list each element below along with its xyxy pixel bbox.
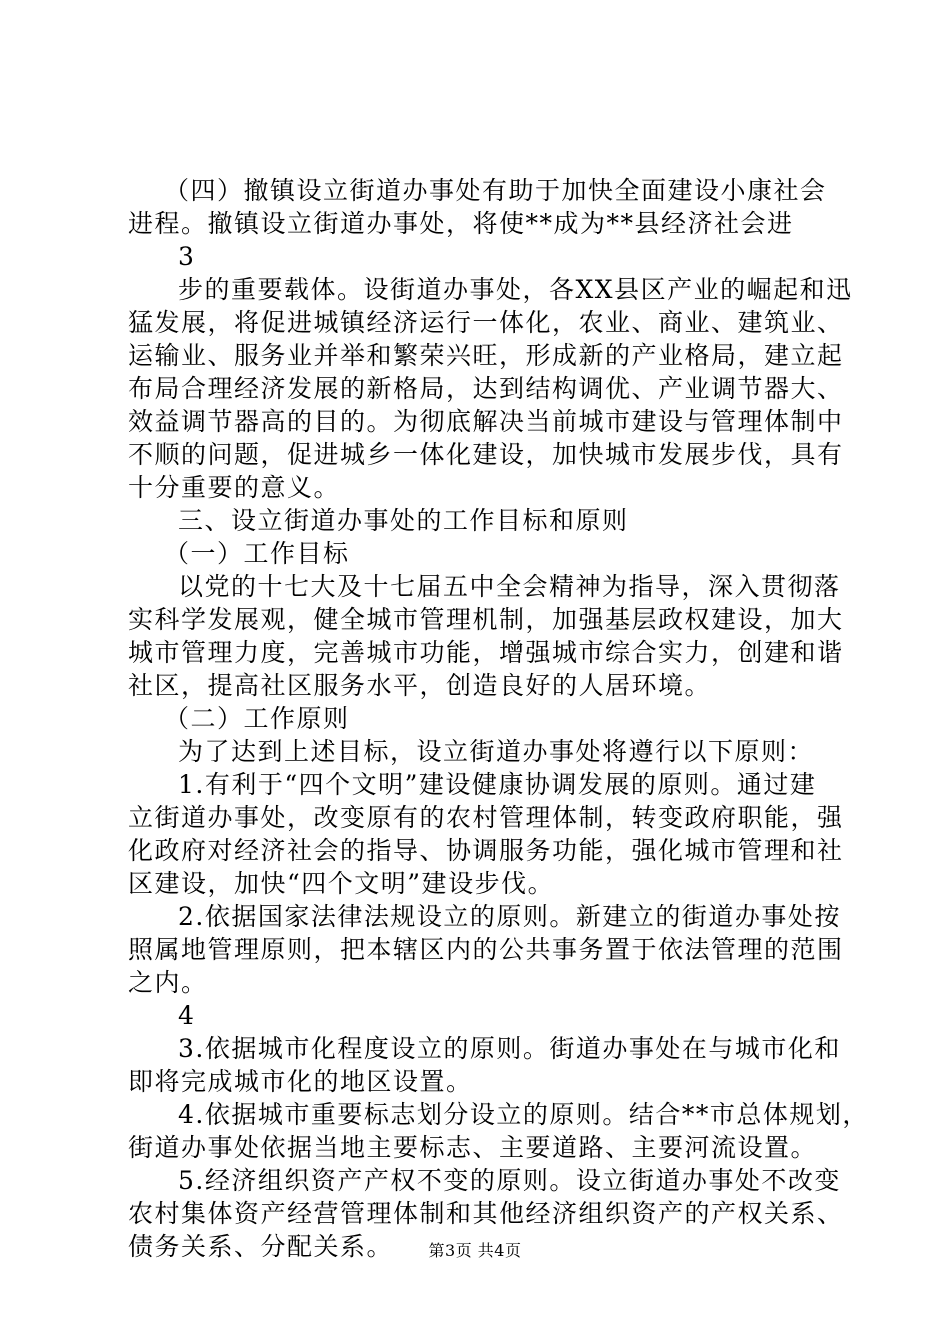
paragraph-line: 4.依据城市重要标志划分设立的原则。结合**市总体规划， (178, 1100, 869, 1129)
subsection-heading: （二）工作原则 (164, 704, 350, 733)
paragraph-line: 社区，提高社区服务水平，创造良好的人居环境。 (128, 671, 712, 700)
section-heading: 三、设立街道办事处的工作目标和原则 (178, 506, 629, 535)
paragraph-line: 布局合理经济发展的新格局，达到结构调优、产业调节器大、 (128, 374, 844, 403)
paragraph-line: 3.依据城市化程度设立的原则。街道办事处在与城市化和 (178, 1034, 841, 1063)
paragraph-line: 之内。 (128, 968, 208, 997)
page-number-marker: 4 (178, 1001, 196, 1030)
paragraph-line: 1.有利于“四个文明”建设健康协调发展的原则。通过建 (178, 770, 817, 799)
paragraph-line: 进程。撤镇设立街道办事处，将使**成为**县经济社会进 (128, 209, 794, 238)
page-footer: 第3页 共4页 (428, 1241, 522, 1260)
paragraph-line: 农村集体资产经营管理体制和其他经济组织资产的产权关系、 (128, 1199, 844, 1228)
paragraph-line: （四）撤镇设立街道办事处有助于加快全面建设小康社会 (164, 176, 827, 205)
page-number-marker: 3 (178, 242, 196, 271)
subsection-heading: （一）工作目标 (164, 539, 350, 568)
paragraph-line: 为了达到上述目标，设立街道办事处将遵行以下原则： (178, 737, 815, 766)
paragraph-line: 照属地管理原则，把本辖区内的公共事务置于依法管理的范围 (128, 935, 844, 964)
paragraph-line: 以党的十七大及十七届五中全会精神为指导，深入贯彻落 (178, 572, 841, 601)
paragraph-line: 债务关系、分配关系。 (128, 1232, 394, 1261)
paragraph-line: 街道办事处依据当地主要标志、主要道路、主要河流设置。 (128, 1133, 818, 1162)
paragraph-line: 立街道办事处，改变原有的农村管理体制，转变政府职能，强 (128, 803, 844, 832)
paragraph-line: 5.经济组织资产产权不变的原则。设立街道办事处不改变 (178, 1166, 841, 1195)
paragraph-line: 运输业、服务业并举和繁荣兴旺，形成新的产业格局，建立起 (128, 341, 844, 370)
paragraph-line: 步的重要载体。设街道办事处，各XX县区产业的崛起和迅 (178, 275, 853, 304)
paragraph-line: 实科学发展观，健全城市管理机制，加强基层政权建设，加大 (128, 605, 844, 634)
paragraph-line: 区建设，加快“四个文明”建设步伐。 (128, 869, 555, 898)
paragraph-line: 即将完成城市化的地区设置。 (128, 1067, 473, 1096)
paragraph-line: 效益调节器高的目的。为彻底解决当前城市建设与管理体制中 (128, 407, 844, 436)
paragraph-line: 城市管理力度，完善城市功能，增强城市综合实力，创建和谐 (128, 638, 844, 667)
paragraph-line: 2.依据国家法律法规设立的原则。新建立的街道办事处按 (178, 902, 841, 931)
paragraph-line: 十分重要的意义。 (128, 473, 341, 502)
paragraph-line: 猛发展，将促进城镇经济运行一体化，农业、商业、建筑业、 (128, 308, 844, 337)
paragraph-line: 不顺的问题，促进城乡一体化建设，加快城市发展步伐，具有 (128, 440, 844, 469)
paragraph-line: 化政府对经济社会的指导、协调服务功能，强化城市管理和社 (128, 836, 844, 865)
